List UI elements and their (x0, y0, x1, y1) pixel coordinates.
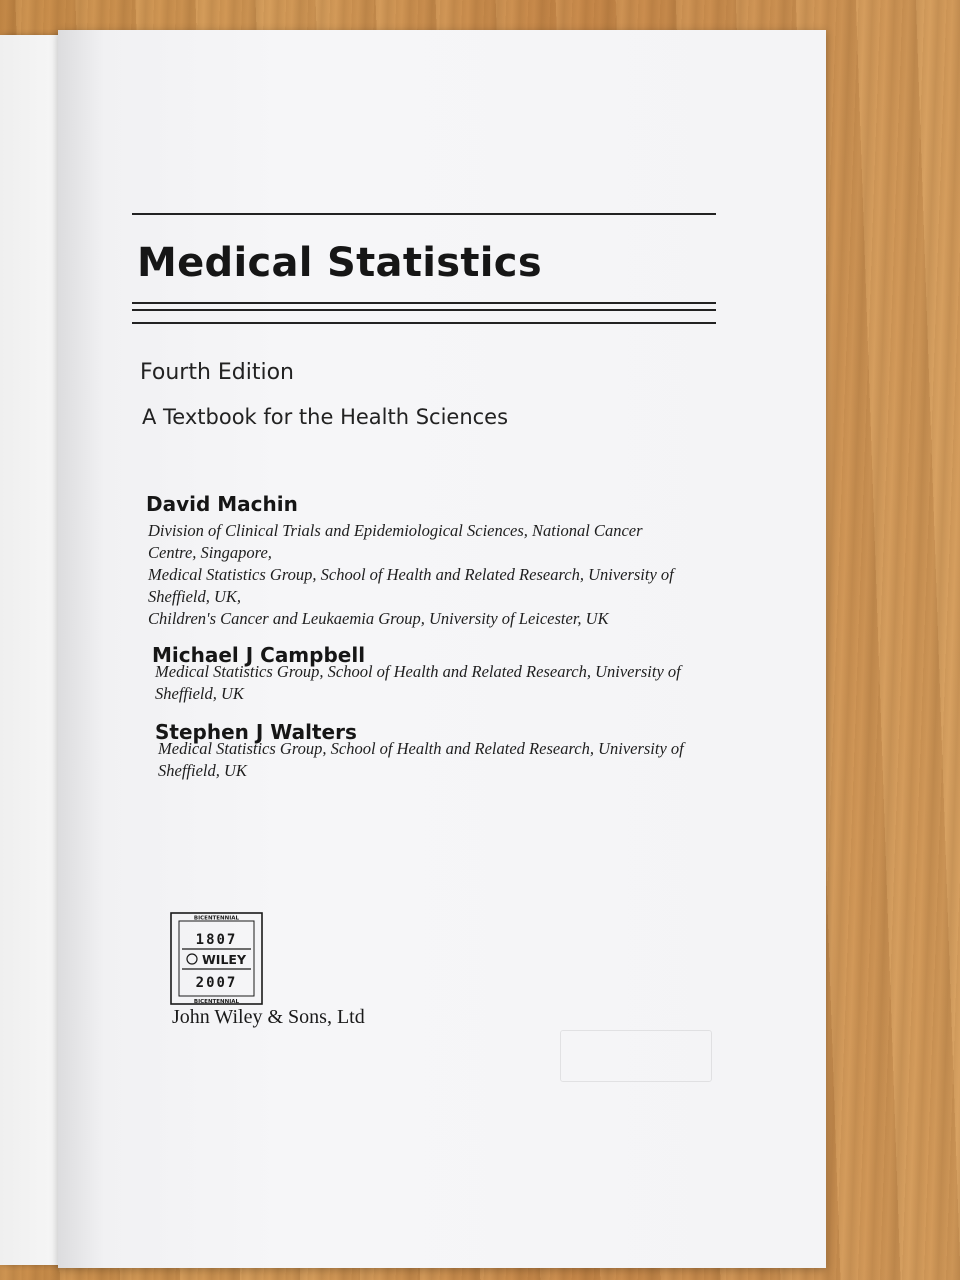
affiliation-line: Sheffield, UK (158, 761, 247, 780)
affiliation-line: Centre, Singapore, (148, 543, 272, 562)
author-affiliation (158, 738, 728, 782)
title-bottom-rule-1 (132, 302, 716, 304)
book-edition: Fourth Edition (140, 360, 294, 385)
logo-bottom-text: BICENTENNIAL (193, 999, 240, 1005)
author-name: Stephen J Walters (155, 720, 357, 744)
logo-year-end: 2007 (195, 975, 238, 991)
book-title: Medical Statistics (137, 240, 542, 286)
title-bottom-rule-2 (132, 309, 716, 311)
wiley-bicentennial-logo-icon (170, 912, 263, 1005)
affiliation-line: Medical Statistics Group, School of Health and Related Research, University of (155, 662, 681, 681)
affiliation-line: Medical Statistics Group, School of Health and Related Research, University of (158, 739, 684, 758)
affiliation-line: Division of Clinical Trials and Epidemiological Sciences, National Cancer (148, 521, 643, 540)
publisher-name: John Wiley & Sons, Ltd (172, 1006, 365, 1028)
affiliation-line: Sheffield, UK, (148, 587, 242, 606)
author-name: Michael J Campbell (152, 643, 366, 667)
author-affiliation (148, 520, 718, 630)
affiliation-line: Children's Cancer and Leukaemia Group, University of Leicester, UK (148, 609, 609, 628)
logo-year-start: 1807 (195, 932, 238, 948)
author-affiliation (155, 661, 725, 705)
logo-top-text: BICENTENNIAL (193, 915, 240, 922)
title-bottom-rule-3 (132, 322, 716, 324)
book-subtitle: A Textbook for the Health Sciences (142, 405, 509, 429)
logo-brand: WILEY (202, 952, 246, 967)
title-top-rule (132, 213, 716, 215)
affiliation-line: Medical Statistics Group, School of Health and Related Research, University of (148, 565, 674, 584)
affiliation-line: Sheffield, UK (155, 684, 244, 703)
show-through-print (560, 1030, 712, 1082)
author-name: David Machin (146, 492, 298, 516)
